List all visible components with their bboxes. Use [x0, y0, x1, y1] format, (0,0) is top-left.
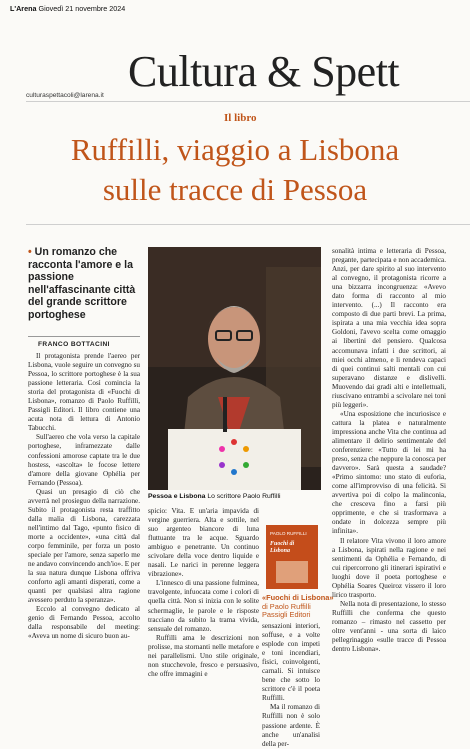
paragraph: Eccolo al convegno dedicato al genio di Fernando Pessoa, accolto dalla responsabile del meeting: «Aveva un nome di sicuro buon au- [28, 605, 140, 641]
book-cover [266, 525, 318, 589]
paragraph: Nella nota di presentazione, lo stesso Ruffilli che conferma che questo romanzo – rimasto nel cassetto per oltre vent'anni - una sorta di laico pellegrinaggio «sulle tracce di Pessoa dentro Lisbona». [332, 599, 446, 654]
book-cover-image [276, 561, 308, 583]
paragraph: Il protagonista prende l'aereo per Lisbona, vuole seguire un convegno su Pessoa, lo scrittore portoghese è la sua passione letteraria. Così comincia la storia del protagonista di «Fuochi di Lisbona», romanzo di Paolo Ruffilli, Passigli Editori. Il libro contiene una acuta nota di lettura di Antonio Tabucchi. [28, 352, 140, 433]
column-left [28, 352, 140, 642]
section-title: Cultura & Spett [128, 47, 400, 96]
book-promo-publisher: Passigli Editori [262, 610, 311, 620]
paragraph: sonalità intima e letteraria di Pessoa, pregante, partecipata e non accademica. Anzi, per dare spirito al suo intervento al convegno, il protagonista ricorre a una bizzarra incongruenza: «Avevo dato forma di racconto al mio intervento. (...) Il racconto era composto di due parti brevi. La prima, ispirata a una mia vecchia idea sopra Goldoni, l'avevo scelta come omaggio ai libertini del pensiero. Qualcosa accomunava infatti i due scrittori, ai miei occhi almeno, e li rendeva capaci di quei continui salti mentali con cui superavano distanze e dislivelli. Muovendo dai gradi alti e intellettuali, riuscivano entrambi a scivolare nei toni più leggeri». [332, 247, 446, 409]
paragraph: Ruffilli ama le descrizioni non prolisse, ma stornanti nelle metafore e nei parallelismi. Uno stile originale, non stucchevole, fresco e persuasivo, che offre immagini e [148, 633, 259, 678]
paragraph: spicio: Vita. E un'aria impavida di vergine guerriera. Alta e sottile, nel suo argenteo biancore di luna fluttuante tra le acque. Sguardo ambiguo e penetrante. Un continuo scivolare della voce dentro liquide e nasali. Le narici in perenne leggera vibrazione». [148, 507, 259, 579]
book-cover-title: Fuochi di Lisbona [270, 541, 295, 554]
paragraph: Il relatore Vita vivono il loro amore a Lisbona, ispirati nella ragione e nei sentimenti da Ophélia e Fernando, di cui ripercorrono gli itinerari ispirativi e luoghi dove il poeta portoghese e Ophélia Soares Queiroz vissero il loro lirico trasporto. [332, 536, 446, 599]
paragraph: L'innesco di una passione fulminea, travolgente, infuocata come i colori di quella città. Non si inizia con le solite schermaglie, le parole e le risposte tracciano da subito la trama vivida, sensuale del romanzo. [148, 579, 259, 633]
book-cover-author: PAOLO RUFFILLI [270, 531, 307, 536]
photo-caption-label: Pessoa e Lisbona [148, 493, 206, 500]
book-promo [262, 594, 333, 620]
subhead [28, 246, 140, 322]
column-middle [148, 507, 259, 679]
paragraph: sensazioni interiori, soffuse, e a volte esplode con impeti e toni incendiari, fisici, coinvolgenti, carnali. Si intuisce bene che sotto lo scrittore c'è il poeta Ruffilli. [262, 622, 320, 703]
book-promo-title: «Fuochi di Lisbona» [262, 593, 334, 602]
column-middle-2 [262, 622, 320, 749]
paragraph: «Una esposizione che incuriosisce e cattura la platea e naturalmente impressiona anche Vita che continua ad alimentare il delirio sentimentale del conferenziere: «Tutto di lei mi ha preso, senza che neppure la conosca per davvero». Sarà questa a saudade? «Primo sintomo: uno stato di euforia, come all'improvviso di una felicità. Si avvertiva poi di colpo la malinconia, che cresceva fino a farsi più opprimente, e che si trasformava a ondate in dolcezza sempre più infinita». [332, 409, 446, 536]
byline: FRANCO BOTTACINI [38, 341, 110, 348]
subhead-text: Un romanzo che racconta l'amore e la passione nell'affascinante città del grande scrittore portoghese [28, 246, 136, 321]
paragraph: Sull'aereo che vola verso la capitale portoghese, inframezzate dalle confessioni amorose captate tra le due hostess, «ascolta» le focose lettere d'amore della giovane Ophélia per Fernando (Pessoa). [28, 433, 140, 487]
masthead-paper: L'Arena [10, 4, 37, 13]
byline-rule [28, 336, 140, 337]
article-kicker: Il libro [224, 112, 257, 124]
photo-caption-text: Lo scrittore Paolo Ruffilli [207, 493, 281, 500]
headline-line-2: sulle tracce di Pessoa [102, 172, 368, 207]
photo-caption [148, 493, 280, 500]
paragraph: Quasi un presagio di ciò che avverrà nel prosieguo della narrazione. Subito il protagonista resta traffitto dalla malia di Lisbona, carezzata nell'intimo dal Tago, «punto fisico di morte a occidente», «una città dal corpo femminile, per forza un posto speciale per l'amore, senza saperlo me ne andavo convincendo anch'io». E per la sua natura dunque Lisbona offriva conforto agli amanti disperati, come a quanti per qualsiasi altra ragione avessero perduto la speranza». [28, 487, 140, 605]
subhead-bullet: • [28, 246, 32, 258]
headline-divider [26, 224, 470, 225]
author-photo [148, 247, 321, 490]
masthead-date: Giovedì 21 novembre 2024 [38, 4, 126, 13]
column-right [332, 247, 446, 654]
masthead [10, 4, 125, 13]
headline-line-1: Ruffilli, viaggio a Lisbona [70, 132, 400, 167]
section-email[interactable]: culturaspettacoli@larena.it [26, 92, 104, 99]
book-promo-author: di Paolo Ruffilli [262, 601, 311, 611]
author-photo-illustration [148, 247, 321, 490]
paragraph: Ma il romanzo di Ruffilli non è solo passione ardente. È anche un'analisi della per- [262, 703, 320, 748]
section-divider [26, 101, 470, 102]
